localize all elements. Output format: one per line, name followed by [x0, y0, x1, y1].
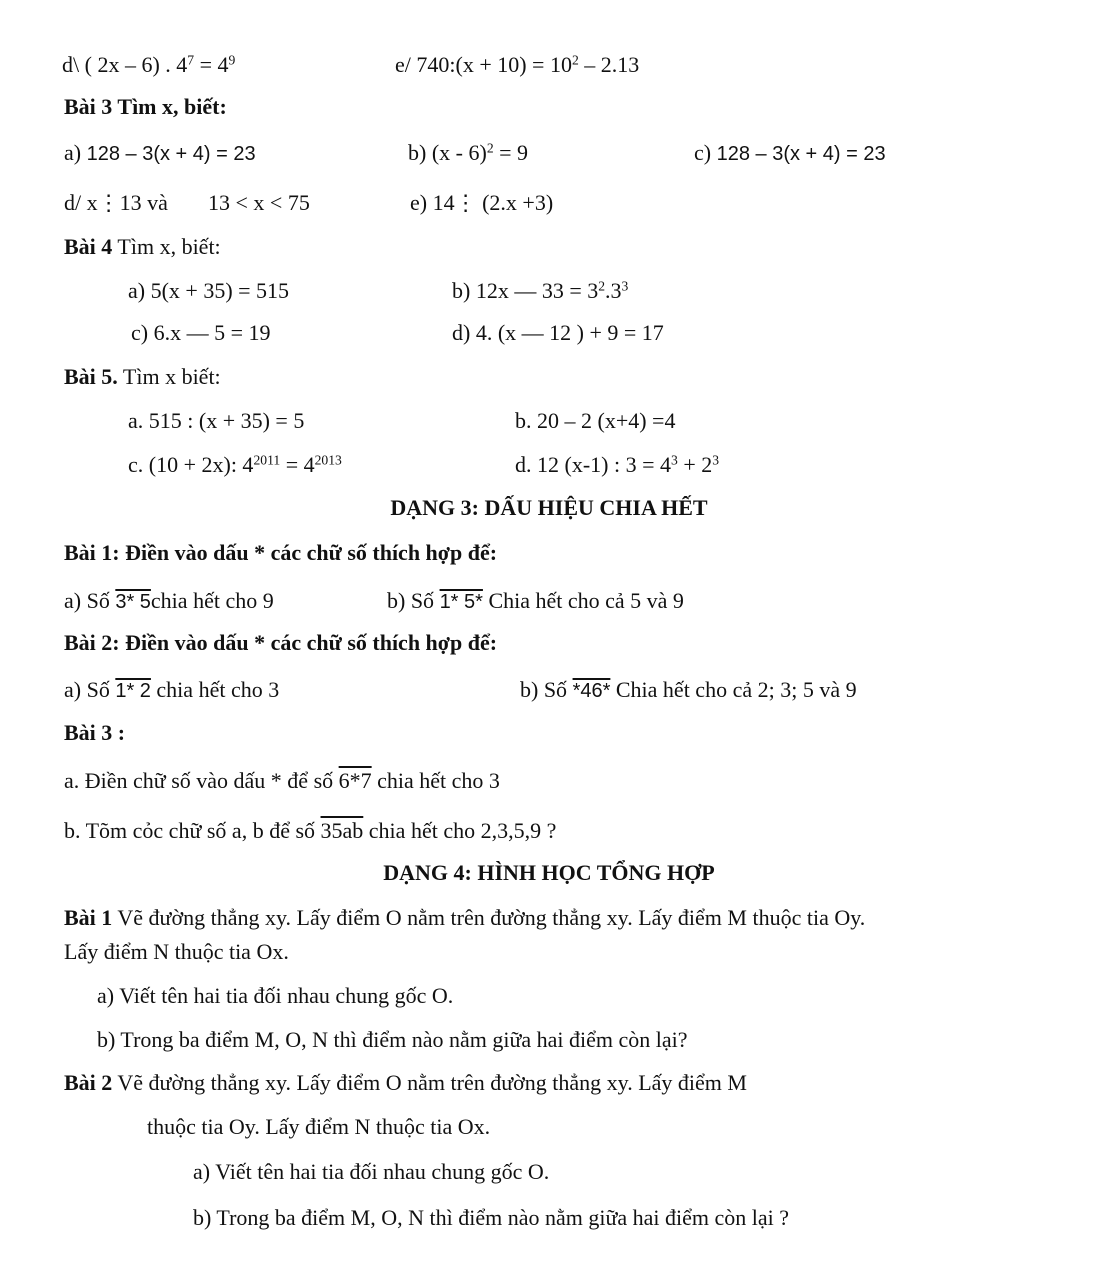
- dang4-bai1-line1: Bài 1 Vẽ đường thẳng xy. Lấy điểm O nằm trên đường thẳng xy. Lấy điểm M thuộc tia Oy.: [64, 905, 866, 930]
- bai3-c: c) 128 – 3(x + 4) = 23: [694, 140, 886, 165]
- bai5-c: c. (10 + 2x): $4^{2011} = 4^{2013}$: [128, 452, 342, 477]
- bai4-d: d) 4. (x — 12 ) + 9 = 17: [452, 320, 664, 345]
- dang4-bai2-line2: thuộc tia Oy. Lấy điểm N thuộc tia Ox.: [147, 1114, 491, 1139]
- dang4-bai2-b: b) Trong ba điểm M, O, N thì điểm nào nằm giữa hai điểm còn lại ?: [193, 1205, 790, 1230]
- bai5-d: d. 12 (x-1) : $3 = 4^3 + 2^3$: [515, 452, 720, 477]
- bai3-a: a) 128 – 3(x + 4) = 23: [64, 140, 256, 165]
- bai3-heading: Bài 3 Tìm x, biết:: [64, 94, 227, 119]
- dang4-bai1-line2: Lấy điểm N thuộc tia Ox.: [64, 939, 289, 964]
- bai5-a: a. 515 : (x + 35) = 5: [128, 408, 305, 433]
- bai5-heading: Bài 5. Tìm x biết:: [64, 364, 221, 389]
- dang4-bai1-a: a) Viết tên hai tia đối nhau chung gốc O.: [97, 983, 454, 1008]
- dang3-bai1-b: b) Số 1* 5* Chia hết cho cả 5 và 9: [387, 588, 684, 613]
- dang4-bai1-b: b) Trong ba điểm M, O, N thì điểm nào nằm giữa hai điểm còn lại?: [97, 1027, 688, 1052]
- bai3-e: e) 14⋮ (2.x +3): [410, 190, 554, 215]
- bai5-b: b. 20 – 2 (x+4) =4: [515, 408, 676, 433]
- dang3-bai1-a: a) Số 3* 5chia hết cho 9: [64, 588, 274, 613]
- dang3-bai1-heading: Bài 1: Điền vào dấu * các chữ số thích hợp để:: [64, 540, 498, 565]
- bai4-b: b) 12x — $33 = 3^2.3^3$: [452, 278, 629, 303]
- bai3-b: b) (x - 6)$^2$ = 9: [408, 140, 529, 165]
- bai3-d: d/ x⋮13 và: [64, 190, 168, 215]
- dang4-title: DẠNG 4: HÌNH HỌC TỔNG HỢP: [383, 860, 715, 885]
- dang3-bai3-a: a. Điền chữ số vào dấu * để số 6*7 chia hết cho 3: [64, 768, 500, 793]
- bai4-a: a) 5(x + 35) = 515: [128, 278, 290, 303]
- dang3-title: DẠNG 3: DẤU HIỆU CHIA HẾT: [390, 495, 708, 520]
- dang4-bai2-line1: Bài 2 Vẽ đường thẳng xy. Lấy điểm O nằm trên đường thẳng xy. Lấy điểm M: [64, 1070, 747, 1095]
- problem-d-top: d\ ( 2x – 6) . $4^7 = 4^9$: [62, 52, 236, 77]
- dang3-bai3-heading: Bài 3 :: [64, 720, 126, 745]
- dang3-bai3-b: b. Tõm cỏc chữ số a, b để số 35ab chia hết cho 2,3,5,9 ?: [64, 818, 557, 843]
- bai4-c: c) 6.x — 5 = 19: [131, 320, 271, 345]
- dang4-bai2-a: a) Viết tên hai tia đối nhau chung gốc O.: [193, 1159, 550, 1184]
- problem-e-top: e/ 740:(x + $10) = 10^2 - 2.13$: [395, 52, 640, 77]
- bai4-heading: Bài 4 Tìm x, biết:: [64, 234, 221, 259]
- dang3-bai2-a: a) Số 1* 2 chia hết cho 3: [64, 677, 280, 702]
- dang3-bai2-heading: Bài 2: Điền vào dấu * các chữ số thích hợp để:: [64, 630, 498, 655]
- bai3-d-inequality: 13 < x < 75: [208, 190, 310, 215]
- dang3-bai2-b: b) Số *46* Chia hết cho cả 2; 3; 5 và 9: [520, 677, 857, 702]
